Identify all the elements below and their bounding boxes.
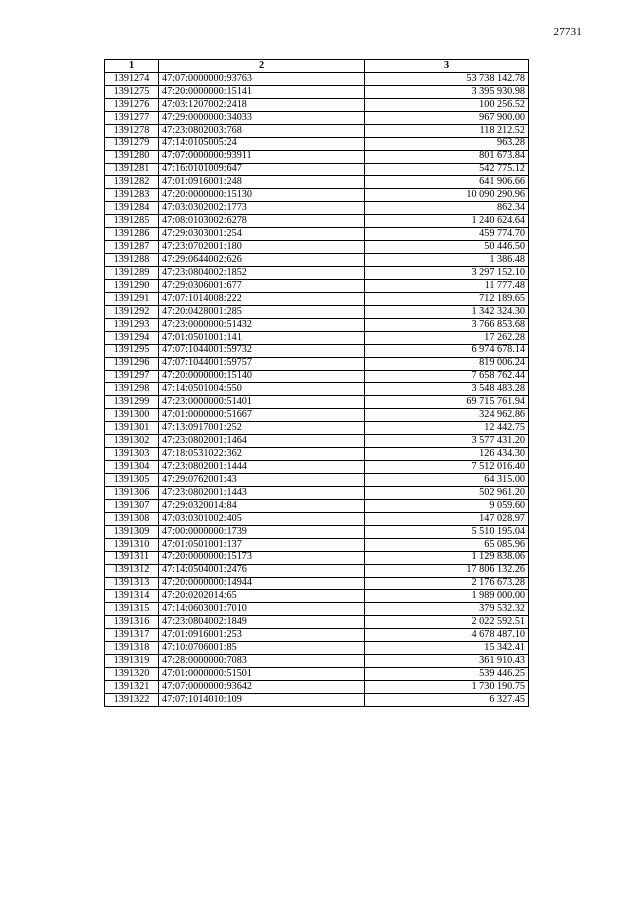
- cadastral-value-cell: 53 738 142.78: [365, 72, 529, 85]
- table-row: [105, 551, 529, 564]
- cadastral-number-cell: 47:14:0501004:550: [159, 383, 365, 396]
- table-row: [105, 474, 529, 487]
- row-number-cell: 1391295: [105, 344, 159, 357]
- table-row: [105, 267, 529, 280]
- cadastral-number-cell: 47:01:0000000:51667: [159, 409, 365, 422]
- cadastral-number-cell: 47:23:0804002:1852: [159, 267, 365, 280]
- table-row: [105, 163, 529, 176]
- cadastral-value-cell: 3 766 853.68: [365, 318, 529, 331]
- cadastral-value-cell: 862.34: [365, 202, 529, 215]
- table-row: [105, 228, 529, 241]
- row-number-cell: 1391298: [105, 383, 159, 396]
- cadastral-number-cell: 47:20:0202014:65: [159, 590, 365, 603]
- cadastral-number-cell: 47:01:0501001:141: [159, 331, 365, 344]
- cadastral-value-cell: 801 673.84: [365, 150, 529, 163]
- table-row: [105, 681, 529, 694]
- row-number-cell: 1391293: [105, 318, 159, 331]
- cadastral-number-cell: 47:07:0000000:93763: [159, 72, 365, 85]
- row-number-cell: 1391307: [105, 499, 159, 512]
- row-number-cell: 1391315: [105, 603, 159, 616]
- row-number-cell: 1391311: [105, 551, 159, 564]
- column-header-2: 2: [159, 60, 365, 73]
- row-number-cell: 1391319: [105, 655, 159, 668]
- cadastral-number-cell: 47:23:0000000:51432: [159, 318, 365, 331]
- row-number-cell: 1391301: [105, 422, 159, 435]
- table-row: [105, 254, 529, 267]
- table-row: [105, 486, 529, 499]
- row-number-cell: 1391279: [105, 137, 159, 150]
- cadastral-value-cell: 641 906.66: [365, 176, 529, 189]
- cadastral-number-cell: 47:16:0101009:647: [159, 163, 365, 176]
- cadastral-number-cell: 47:23:0802001:1464: [159, 435, 365, 448]
- cadastral-number-cell: 47:29:0320014:84: [159, 499, 365, 512]
- table-row: [105, 435, 529, 448]
- cadastral-value-cell: 50 446.50: [365, 241, 529, 254]
- row-number-cell: 1391282: [105, 176, 159, 189]
- cadastral-value-cell: 5 510 195.04: [365, 525, 529, 538]
- cadastral-value-cell: 100 256.52: [365, 98, 529, 111]
- row-number-cell: 1391322: [105, 693, 159, 706]
- cadastral-value-cell: 1 342 324.30: [365, 305, 529, 318]
- cadastral-value-cell: 1 989 000.00: [365, 590, 529, 603]
- table-row: [105, 577, 529, 590]
- cadastral-number-cell: 47:20:0428001:285: [159, 305, 365, 318]
- row-number-cell: 1391286: [105, 228, 159, 241]
- cadastral-value-cell: 1 730 190.75: [365, 681, 529, 694]
- table-row: [105, 422, 529, 435]
- cadastral-value-cell: 1 240 624.64: [365, 215, 529, 228]
- row-number-cell: 1391277: [105, 111, 159, 124]
- cadastral-number-cell: 47:13:0917001:252: [159, 422, 365, 435]
- cadastral-number-cell: 47:23:0804002:1849: [159, 616, 365, 629]
- cadastral-number-cell: 47:01:0000000:51501: [159, 668, 365, 681]
- cadastral-number-cell: 47:01:0501001:137: [159, 538, 365, 551]
- row-number-cell: 1391297: [105, 370, 159, 383]
- cadastral-number-cell: 47:29:0000000:34033: [159, 111, 365, 124]
- cadastral-value-cell: 10 090 290.96: [365, 189, 529, 202]
- table-row: [105, 150, 529, 163]
- table-row: [105, 693, 529, 706]
- table-row: [105, 590, 529, 603]
- row-number-cell: 1391304: [105, 461, 159, 474]
- cadastral-value-cell: 15 342.41: [365, 642, 529, 655]
- row-number-cell: 1391317: [105, 629, 159, 642]
- row-number-cell: 1391284: [105, 202, 159, 215]
- cadastral-number-cell: 47:23:0000000:51401: [159, 396, 365, 409]
- table-row: [105, 525, 529, 538]
- cadastral-number-cell: 47:03:0301002:405: [159, 512, 365, 525]
- cadastral-value-cell: 4 678 487.10: [365, 629, 529, 642]
- cadastral-value-cell: 17 806 132.26: [365, 564, 529, 577]
- table-row: [105, 176, 529, 189]
- row-number-cell: 1391303: [105, 448, 159, 461]
- cadastral-value-cell: 3 577 431.20: [365, 435, 529, 448]
- cadastral-number-cell: 47:20:0000000:15140: [159, 370, 365, 383]
- row-number-cell: 1391290: [105, 279, 159, 292]
- table-row: [105, 344, 529, 357]
- cadastral-number-cell: 47:14:0504001:2476: [159, 564, 365, 577]
- cadastral-value-cell: 1 129 838.06: [365, 551, 529, 564]
- cadastral-number-cell: 47:20:0000000:15173: [159, 551, 365, 564]
- cadastral-number-cell: 47:29:0306001:677: [159, 279, 365, 292]
- cadastral-value-cell: 118 212.52: [365, 124, 529, 137]
- cadastral-number-cell: 47:20:0000000:15130: [159, 189, 365, 202]
- row-number-cell: 1391276: [105, 98, 159, 111]
- cadastral-number-cell: 47:29:0762001:43: [159, 474, 365, 487]
- cadastral-value-cell: 6 327.45: [365, 693, 529, 706]
- cadastral-number-cell: 47:07:0000000:93642: [159, 681, 365, 694]
- row-number-cell: 1391308: [105, 512, 159, 525]
- table-row: [105, 111, 529, 124]
- cadastral-number-cell: 47:28:0000000:7083: [159, 655, 365, 668]
- table-row: [105, 655, 529, 668]
- cadastral-number-cell: 47:14:0603001:7010: [159, 603, 365, 616]
- row-number-cell: 1391291: [105, 292, 159, 305]
- table-row: [105, 202, 529, 215]
- cadastral-value-cell: 967 900.00: [365, 111, 529, 124]
- row-number-cell: 1391310: [105, 538, 159, 551]
- cadastral-number-cell: 47:01:0916001:253: [159, 629, 365, 642]
- table-row: [105, 215, 529, 228]
- table-row: [105, 616, 529, 629]
- cadastral-number-cell: 47:07:1044001:59732: [159, 344, 365, 357]
- row-number-cell: 1391321: [105, 681, 159, 694]
- table-row: [105, 396, 529, 409]
- cadastral-value-cell: 3 548 483.28: [365, 383, 529, 396]
- row-number-cell: 1391314: [105, 590, 159, 603]
- column-header-3: 3: [365, 60, 529, 73]
- cadastral-value-cell: 1 386.48: [365, 254, 529, 267]
- table-row: [105, 668, 529, 681]
- row-number-cell: 1391296: [105, 357, 159, 370]
- table-row: [105, 448, 529, 461]
- cadastral-number-cell: 47:07:1044001:59757: [159, 357, 365, 370]
- cadastral-number-cell: 47:07:1014008:222: [159, 292, 365, 305]
- table-row: [105, 124, 529, 137]
- table-row: [105, 629, 529, 642]
- row-number-cell: 1391275: [105, 85, 159, 98]
- page-number: 27731: [553, 26, 582, 38]
- cadastral-number-cell: 47:01:0916001:248: [159, 176, 365, 189]
- cadastral-value-cell: 324 962.86: [365, 409, 529, 422]
- cadastral-value-cell: 2 176 673.28: [365, 577, 529, 590]
- row-number-cell: 1391294: [105, 331, 159, 344]
- row-number-cell: 1391283: [105, 189, 159, 202]
- cadastral-number-cell: 47:08:0103002:6278: [159, 215, 365, 228]
- cadastral-number-cell: 47:23:0802001:1443: [159, 486, 365, 499]
- table-row: [105, 370, 529, 383]
- row-number-cell: 1391318: [105, 642, 159, 655]
- table-row: [105, 305, 529, 318]
- table-row: [105, 137, 529, 150]
- row-number-cell: 1391292: [105, 305, 159, 318]
- cadastral-value-cell: 69 715 761.94: [365, 396, 529, 409]
- cadastral-value-table: [104, 59, 529, 707]
- cadastral-number-cell: 47:00:0000000:1739: [159, 525, 365, 538]
- table-row: [105, 292, 529, 305]
- cadastral-value-cell: 361 910.43: [365, 655, 529, 668]
- table-row: [105, 357, 529, 370]
- cadastral-number-cell: 47:20:0000000:15141: [159, 85, 365, 98]
- cadastral-value-cell: 459 774.70: [365, 228, 529, 241]
- table-row: [105, 409, 529, 422]
- cadastral-value-cell: 3 297 152.10: [365, 267, 529, 280]
- row-number-cell: 1391288: [105, 254, 159, 267]
- table-row: [105, 331, 529, 344]
- cadastral-value-cell: 963.28: [365, 137, 529, 150]
- cadastral-number-cell: 47:10:0706001:85: [159, 642, 365, 655]
- table-row: [105, 85, 529, 98]
- table-row: [105, 603, 529, 616]
- row-number-cell: 1391285: [105, 215, 159, 228]
- cadastral-number-cell: 47:03:1207002:2418: [159, 98, 365, 111]
- row-number-cell: 1391302: [105, 435, 159, 448]
- row-number-cell: 1391287: [105, 241, 159, 254]
- row-number-cell: 1391316: [105, 616, 159, 629]
- row-number-cell: 1391309: [105, 525, 159, 538]
- row-number-cell: 1391278: [105, 124, 159, 137]
- table-row: [105, 279, 529, 292]
- cadastral-value-cell: 12 442.75: [365, 422, 529, 435]
- cadastral-number-cell: 47:03:0302002:1773: [159, 202, 365, 215]
- cadastral-number-cell: 47:07:1014010:109: [159, 693, 365, 706]
- table-row: [105, 383, 529, 396]
- table-body: [105, 72, 529, 706]
- cadastral-number-cell: 47:23:0802003:768: [159, 124, 365, 137]
- table-row: [105, 538, 529, 551]
- cadastral-number-cell: 47:23:0702001:180: [159, 241, 365, 254]
- cadastral-value-cell: 7 658 762.44: [365, 370, 529, 383]
- cadastral-value-cell: 819 006.24: [365, 357, 529, 370]
- row-number-cell: 1391313: [105, 577, 159, 590]
- column-header-1: 1: [105, 60, 159, 73]
- cadastral-number-cell: 47:29:0303001:254: [159, 228, 365, 241]
- table-row: [105, 98, 529, 111]
- row-number-cell: 1391305: [105, 474, 159, 487]
- cadastral-value-cell: 7 512 016.40: [365, 461, 529, 474]
- table-row: [105, 189, 529, 202]
- table-row: [105, 241, 529, 254]
- table-row: [105, 564, 529, 577]
- cadastral-number-cell: 47:23:0802001:1444: [159, 461, 365, 474]
- cadastral-value-cell: 6 974 678.14: [365, 344, 529, 357]
- cadastral-number-cell: 47:14:0105005:24: [159, 137, 365, 150]
- cadastral-value-cell: 64 315.00: [365, 474, 529, 487]
- cadastral-value-cell: 126 434.30: [365, 448, 529, 461]
- table-row: [105, 461, 529, 474]
- table-row: [105, 318, 529, 331]
- cadastral-value-cell: 9 059.60: [365, 499, 529, 512]
- cadastral-value-cell: 379 532.32: [365, 603, 529, 616]
- cadastral-number-cell: 47:07:0000000:93911: [159, 150, 365, 163]
- cadastral-value-cell: 147 028.97: [365, 512, 529, 525]
- cadastral-value-cell: 65 085.96: [365, 538, 529, 551]
- cadastral-value-cell: 542 775.12: [365, 163, 529, 176]
- cadastral-value-cell: 539 446.25: [365, 668, 529, 681]
- cadastral-value-cell: 2 022 592.51: [365, 616, 529, 629]
- row-number-cell: 1391280: [105, 150, 159, 163]
- cadastral-value-cell: 17 262.28: [365, 331, 529, 344]
- cadastral-value-cell: 502 961.20: [365, 486, 529, 499]
- table-header-row: [105, 60, 529, 73]
- cadastral-number-cell: 47:20:0000000:14944: [159, 577, 365, 590]
- row-number-cell: 1391300: [105, 409, 159, 422]
- cadastral-value-cell: 712 189.65: [365, 292, 529, 305]
- row-number-cell: 1391274: [105, 72, 159, 85]
- cadastral-value-cell: 11 777.48: [365, 279, 529, 292]
- row-number-cell: 1391281: [105, 163, 159, 176]
- row-number-cell: 1391312: [105, 564, 159, 577]
- cadastral-number-cell: 47:29:0644002:626: [159, 254, 365, 267]
- table-row: [105, 72, 529, 85]
- cadastral-value-cell: 3 395 930.98: [365, 85, 529, 98]
- table-row: [105, 512, 529, 525]
- row-number-cell: 1391299: [105, 396, 159, 409]
- row-number-cell: 1391289: [105, 267, 159, 280]
- row-number-cell: 1391320: [105, 668, 159, 681]
- table-row: [105, 642, 529, 655]
- row-number-cell: 1391306: [105, 486, 159, 499]
- cadastral-number-cell: 47:18:0531022:362: [159, 448, 365, 461]
- table-row: [105, 499, 529, 512]
